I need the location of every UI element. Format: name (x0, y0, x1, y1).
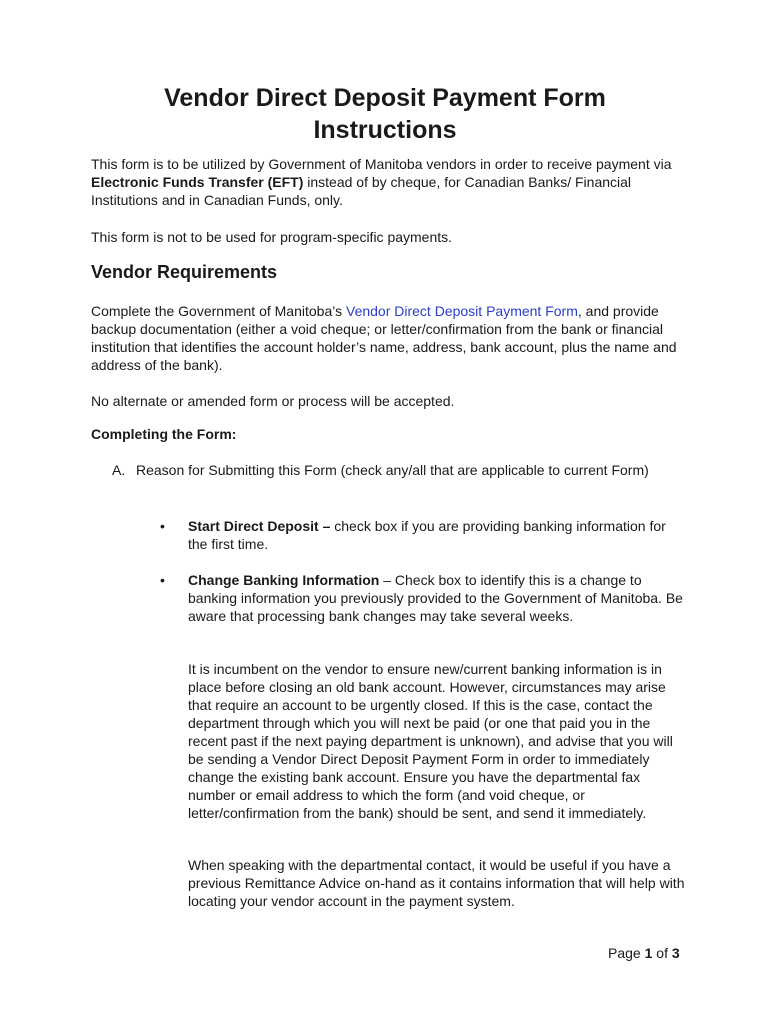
form-link[interactable]: Vendor Direct Deposit Payment Form (346, 303, 578, 319)
page-total: 3 (671, 945, 680, 961)
bullet-2-text (188, 571, 688, 625)
requirements-paragraph-1 (91, 302, 691, 374)
intro-text-after: instead of by cheque, for Canadian Banks/ Financial Institutions and in Canadian Funds, only. (91, 174, 632, 208)
bullet-1-marker: • (160, 518, 165, 534)
bullet-1-body: check box if you are providing banking information for the first time. (188, 518, 666, 552)
page-number (608, 944, 680, 962)
requirements-text: Complete the Government of Manitoba’s (91, 303, 346, 319)
bullet-2-marker: • (160, 572, 165, 588)
vendor-requirements-heading: Vendor Requirements (91, 262, 278, 282)
item-a-label: A. (112, 462, 126, 478)
title-line-2: Instructions (313, 116, 457, 144)
page-title (0, 82, 770, 146)
bullet-1-bold: Start Direct Deposit – (188, 518, 331, 534)
requirements-text-after: , and provide backup documentation (either a void cheque; or letter/confirmation from the bank or financial institution that identifies the account holder’s name, address, bank account, plus the name and address of the bank). (91, 303, 677, 373)
eft-bold: Electronic Funds Transfer (EFT) (91, 174, 304, 190)
page-current: 1 (644, 945, 653, 961)
requirements-paragraph-2: No alternate or amended form or process will be accepted. (91, 393, 455, 409)
intro-text: This form is to be utilized by Government of Manitoba vendors in order to receive payment via (91, 156, 672, 172)
bullet-2-bold: Change Banking Information (188, 572, 380, 588)
remittance-advice-paragraph: When speaking with the departmental contact, it would be useful if you have a previous Remittance Advice on-hand as it contains information that will help with locating your vendor account in the payment system. (188, 857, 685, 909)
bullet-2-body: – Check box to identify this is a change to banking information you previously provided to the Government of Manitoba. Be aware that processing bank changes may take several weeks. (188, 572, 683, 624)
title-line-1: Vendor Direct Deposit Payment Form (164, 84, 606, 112)
intro-paragraph-1 (91, 155, 691, 209)
completing-form-heading: Completing the Form: (91, 426, 237, 442)
of-word: of (656, 945, 668, 961)
intro-paragraph-2: This form is not to be used for program-specific payments. (91, 229, 453, 245)
item-a-text: Reason for Submitting this Form (check any/all that are applicable to current Form) (136, 462, 649, 478)
urgent-closure-paragraph: It is incumbent on the vendor to ensure new/current banking information is in place before closing an old bank account. However, circumstances may arise that require an account to be urgently closed. If this is the case, contact the department through which you will next be paid (or one that paid you in the recent past if the next paying department is unknown), and advise that you will be sending a Vendor Direct Deposit Payment Form in order to immediately change the existing bank account. Ensure you have the departmental fax number or email address to which the form (and void cheque, or letter/confirmation from the bank) should be sent, and send it immediately. (188, 661, 673, 821)
bullet-1-text (188, 517, 688, 553)
page-word: Page (608, 945, 641, 961)
